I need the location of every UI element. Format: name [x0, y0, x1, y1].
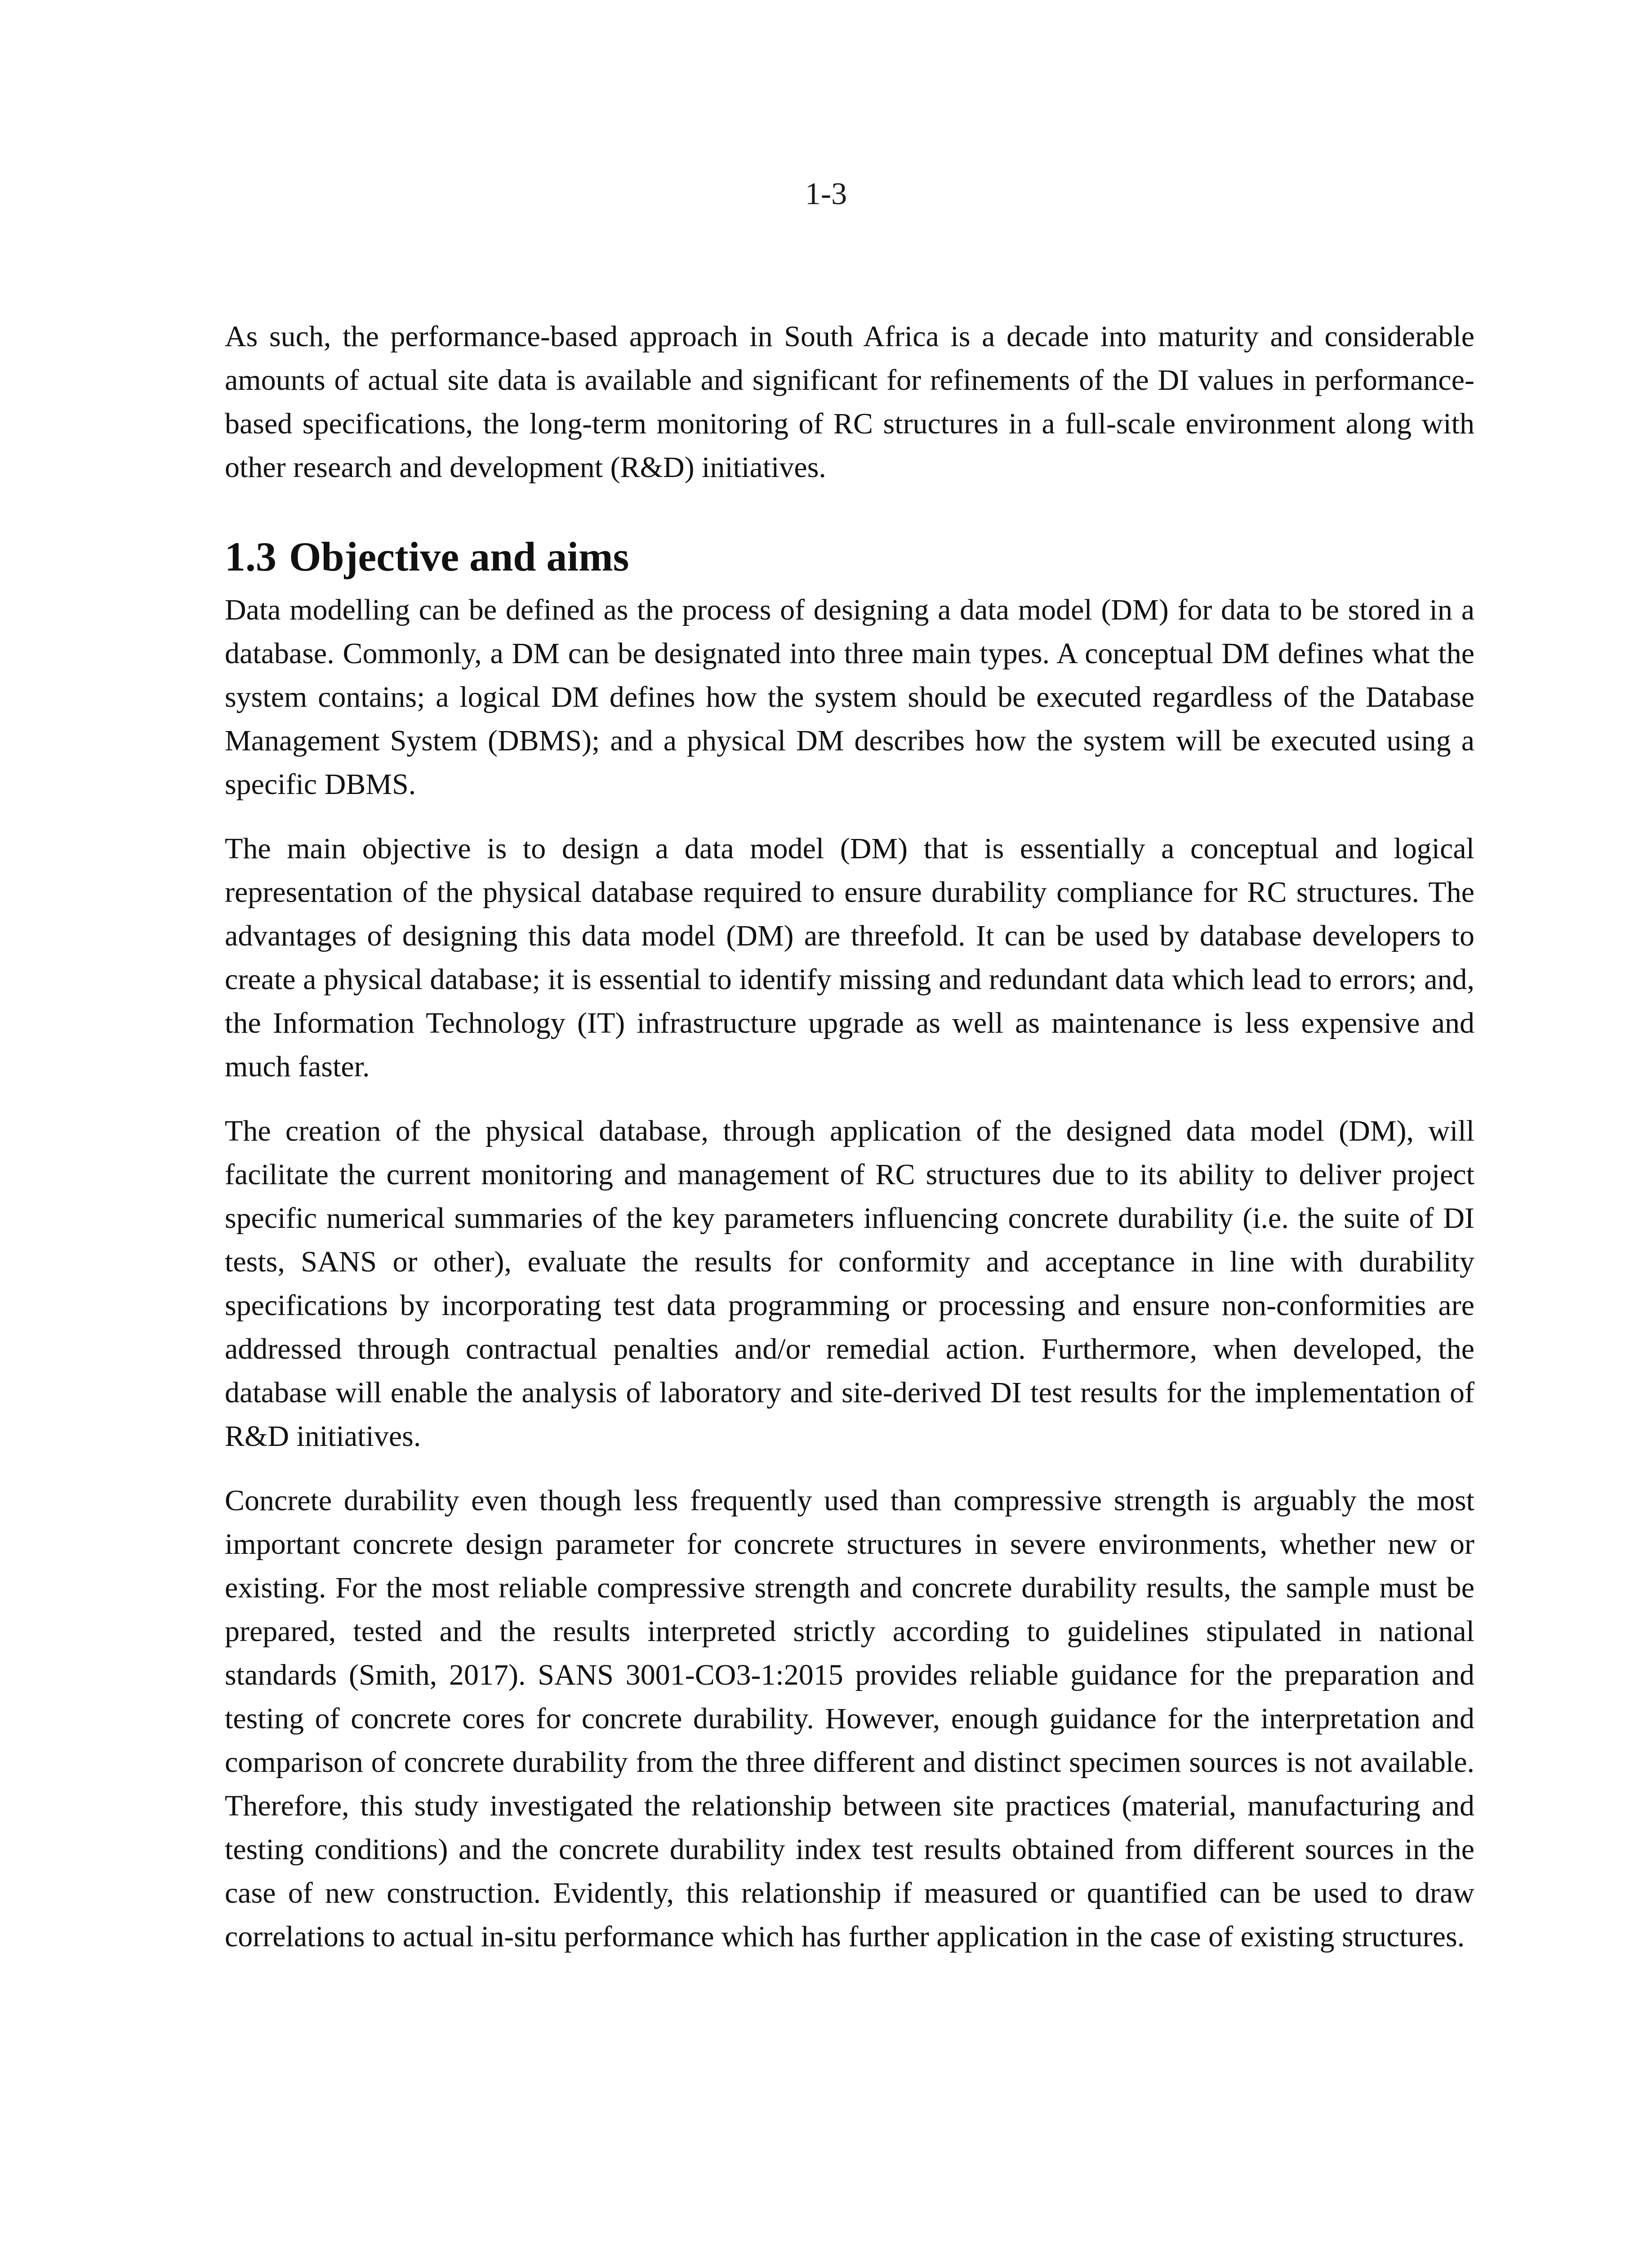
section-title: Objective and aims [289, 534, 629, 580]
intro-paragraph: As such, the performance-based approach in South Africa is a decade into maturity and considerable amounts of actual site data is available and significant for refinements of the DI values in performance-based specifications, the long-term monitoring of RC structures in a full-scale environment along with other research and development (R&D) initiatives. [225, 320, 1474, 484]
section-paragraph-4: Concrete durability even though less frequently used than compressive strength is arguably the most important concrete design parameter for concrete structures in severe environments, whether new or existing. For the most reliable compressive strength and concrete durability results, the sample must be prepared, tested and the results interpreted strictly according to guidelines stipulated in national standards (Smith, 2017). SANS 3001-CO3-1:2015 provides reliable guidance for the preparation and testing of concrete cores for concrete durability. However, enough guidance for the interpretation and comparison of concrete durability from the three different and distinct specimen sources is not available. Therefore, this study investigated the relationship between site practices (material, manufacturing and testing conditions) and the concrete durability index test results obtained from different sources in the case of new construction. Evidently, this relationship if measured or quantified can be used to draw correlations to actual in-situ performance which has further application in the case of existing structures. [225, 1484, 1474, 1953]
page-number: 1-3 [805, 177, 847, 211]
section-paragraph-2: The main objective is to design a data model (DM) that is essentially a conceptual and logical representation of the physical database required to ensure durability compliance for RC structures. The advantages of designing this data model (DM) are threefold. It can be used by database developers to create a physical database; it is essential to identify missing and redundant data which lead to errors; and, the Information Technology (IT) infrastructure upgrade as well as maintenance is less expensive and much faster. [225, 832, 1474, 1083]
section-heading [225, 532, 1474, 581]
section-number: 1.3 [225, 534, 276, 580]
page-body [225, 315, 1474, 1979]
section-paragraph-3: The creation of the physical database, through application of the designed data model (DM), will facilitate the current monitoring and management of RC structures due to its ability to deliver project specific numerical summaries of the key parameters influencing concrete durability (i.e. the suite of DI tests, SANS or other), evaluate the results for conformity and acceptance in line with durability specifications by incorporating test data programming or processing and ensure non-conformities are addressed through contractual penalties and/or remedial action. Furthermore, when developed, the database will enable the analysis of laboratory and site-derived DI test results for the implementation of R&D initiatives. [225, 1115, 1474, 1453]
section-paragraph-1: Data modelling can be defined as the process of designing a data model (DM) for data to be stored in a database. Commonly, a DM can be designated into three main types. A conceptual DM defines what the system contains; a logical DM defines how the system should be executed regardless of the Database Management System (DBMS); and a physical DM describes how the system will be executed using a specific DBMS. [225, 593, 1474, 801]
